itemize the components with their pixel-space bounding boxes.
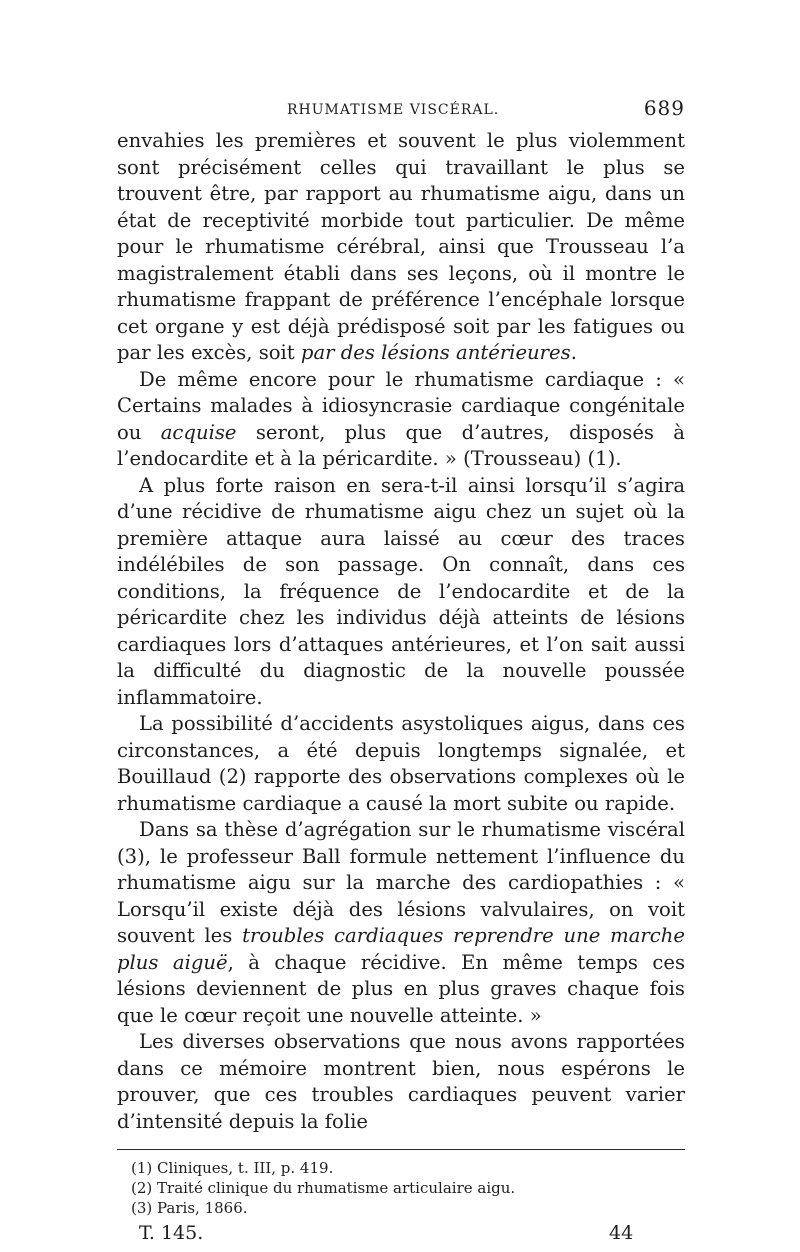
running-title: RHUMATISME VISCÉRAL. xyxy=(287,102,500,118)
footnote-divider xyxy=(117,1149,685,1150)
paragraph-2-text-a: De même encore pour le rhumatisme cardiaque : « Certains malades à idiosyncrasie cardiaque congénitale ou xyxy=(117,367,685,444)
paragraph-1 xyxy=(117,128,685,367)
paragraph-4: La possibilité d’accidents asystoliques aigus, dans ces circonstances, a été depuis longtemps signalée, et Bouillaud (2) rapporte des observations complexes où le rhumatisme cardiaque a causé la mort subite ou rapide. xyxy=(117,712,685,815)
signature-number: 44 xyxy=(609,1222,634,1244)
page-number: 689 xyxy=(643,96,685,120)
paragraph-1-italic: par des lésions antérieures xyxy=(300,341,571,364)
paragraph-1-end: . xyxy=(570,341,577,364)
paragraph-1-text: envahies les premières et souvent le plus violemment sont précisément celles qui travaillant le plus se trouvent être, par rapport au rhumatisme aigu, dans un état de receptivité morbide tout particulier. De même pour le rhumatisme cérébral, ainsi que Trousseau l’a magistralement établi dans ses leçons, où il montre le rhumatisme frappant de préférence l’encéphale lorsque cet organe y est déjà prédisposé soit par les fatigues ou par les excès, soit xyxy=(117,129,685,364)
footnote-1: (1) Cliniques, t. III, p. 419. xyxy=(131,1159,334,1177)
body-text xyxy=(117,128,685,1135)
paragraph-6: Les diverses observations que nous avons rapportées dans ce mémoire montrent bien, nous espérons le prouver, que ces troubles cardiaques peuvent varier d’intensité depuis la folie xyxy=(117,1030,685,1133)
paragraph-5-italic: troubles cardiaques reprendre une marche plus aiguë xyxy=(117,924,685,974)
signature-line xyxy=(117,1222,685,1252)
footnote-3: (3) Paris, 1866. xyxy=(131,1199,248,1217)
paragraph-5 xyxy=(117,817,685,1029)
footnote-2: (2) Traité clinique du rhumatisme articulaire aigu. xyxy=(131,1179,516,1197)
paragraph-3: A plus forte raison en sera-t-il ainsi lorsqu’il s’agira d’une récidive de rhumatisme aigu chez un sujet où la première attaque aura laissé au cœur des traces indélébiles de son passage. On connaît, dans ces conditions, la fréquence de l’endocardite et de la péricardite chez les individus déjà atteints de lésions cardiaques lors d’attaques antérieures, et l’on sait aussi la difficulté du diagnostic de la nouvelle poussée inflammatoire. xyxy=(117,473,685,709)
signature-mark: T. 145. xyxy=(139,1222,204,1244)
paragraph-2-italic: acquise xyxy=(160,420,237,444)
paragraph-5-text-b: , à chaque récidive. En même temps ces lésions deviennent de plus en plus graves chaque fois que le cœur reçoit une nouvelle atteinte. » xyxy=(117,950,685,1027)
paragraph-5-text-a: Dans sa thèse d’agrégation sur le rhumatisme viscéral (3), le professeur Ball formule nettement l’influence du rhumatisme aigu sur la marche des cardiopathies : « Lorsqu’il existe déjà des lésions valvulaires, on voit souvent les xyxy=(117,818,685,947)
book-page xyxy=(117,96,685,1252)
running-head xyxy=(117,96,685,128)
footnotes xyxy=(117,1158,685,1218)
paragraph-2-text-b: seront, plus que d’autres, disposés à l’endocardite et à la péricardite. » (Trousseau) (1). xyxy=(117,420,685,470)
paragraph-2 xyxy=(117,367,685,473)
